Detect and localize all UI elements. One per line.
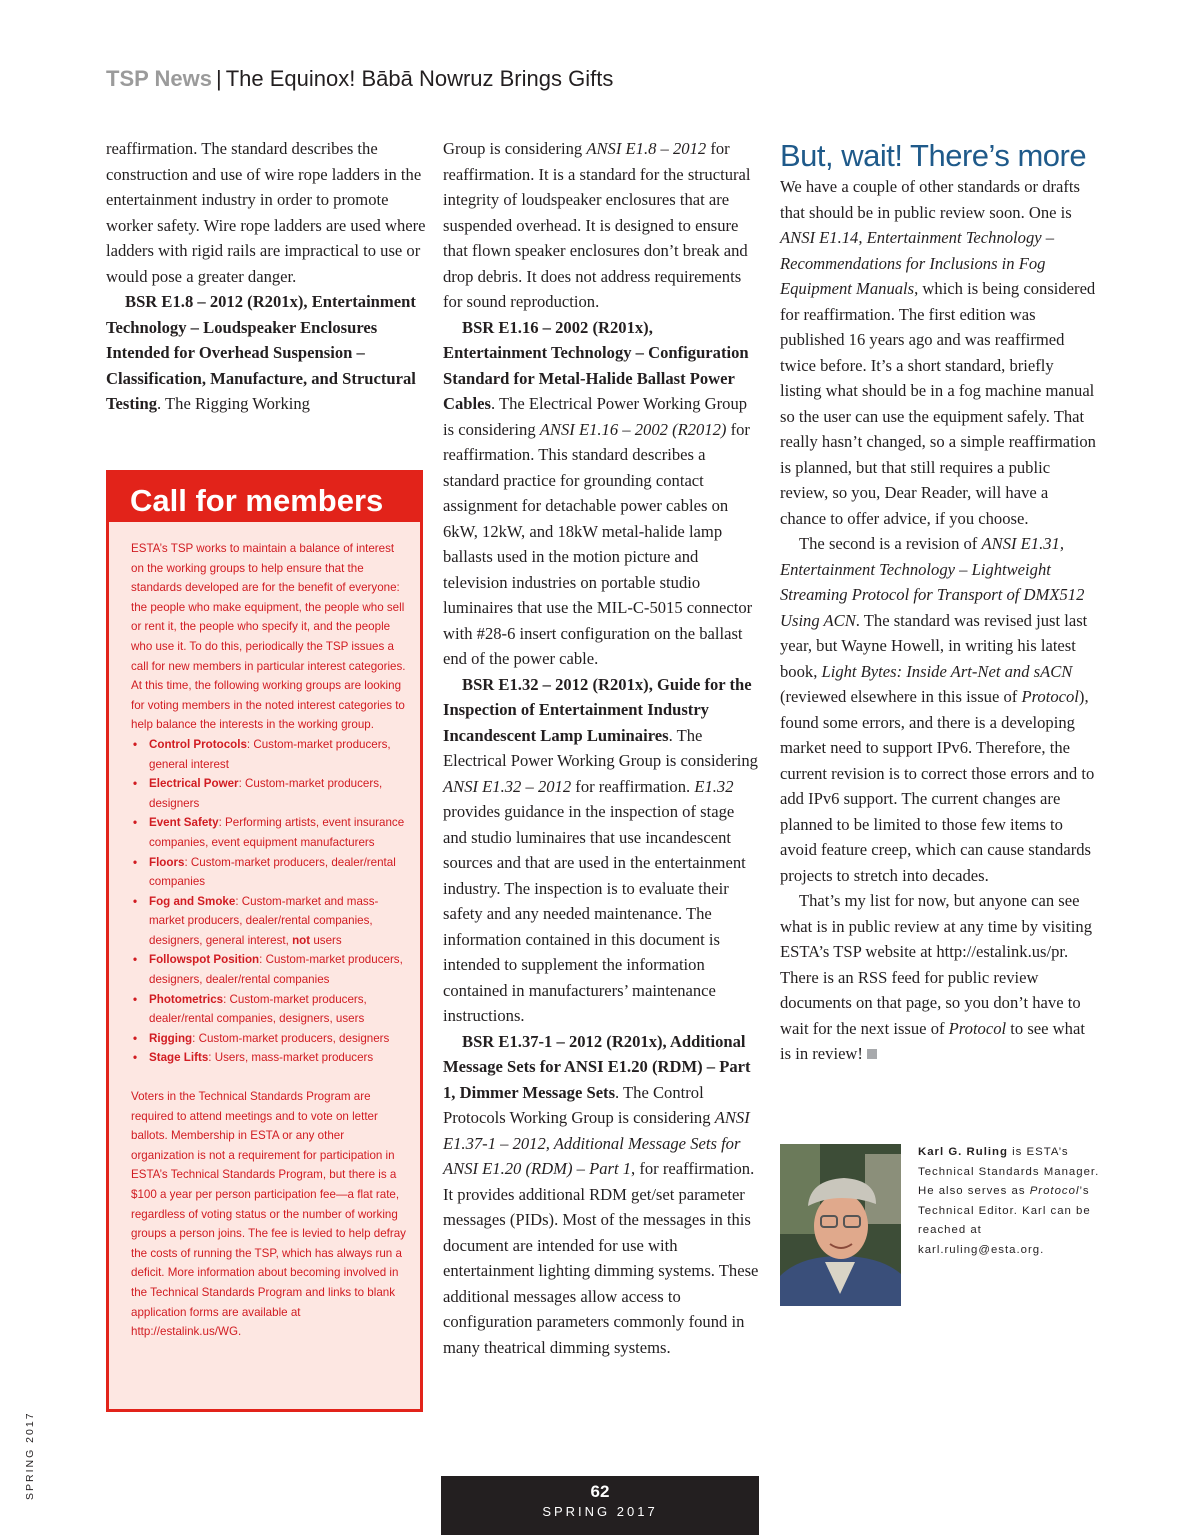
standard-title: BSR E1.8 – 2012 (R201x), Entertainment Technology – Loudspeaker Enclosures Intended for Overhead Suspension – Classification, Manufacture, and Structural Testing <box>106 292 416 413</box>
paragraph: BSR E1.32 – 2012 (R201x), Guide for the Inspection of Entertainment Industry Incandescent Lamp Luminaires. The Electrical Power Working Group is considering ANSI E1.32 – 2012 for reaffirmation. E1.32 provides guidance in the inspection of stage and studio luminaires that use incandescent sources and that are used in the entertainment industry. The inspection is to evaluate their safety and any needed maintenance. The information contained in this document is intended to supplement the information contained in manufacturers’ maintenance instructions. <box>443 674 758 1025</box>
list-item: • Photometrics: Custom-market producers, dealer/rental companies, designers, users <box>149 990 408 1029</box>
author-photo <box>780 1144 901 1306</box>
box-intro: ESTA’s TSP works to maintain a balance of interest on the working groups to help ensure that the standards developed are for the benefit of everyone: the people who make equipment, the people who sell or rent it, the people who specify it, and the people who use it. To do this, periodically the TSP issues a call for new members in particular interest categories. At this time, the following working groups are looking for voting members in the noted interest categories to help balance the interests in the working group. <box>131 542 406 732</box>
section-heading: But, wait! There’s more <box>780 138 1087 173</box>
paragraph: The second is a revision of ANSI E1.31, Entertainment Technology – Lightweight Streaming Protocol for Transport of DMX512 Using ACN. The standard was revised just last year, but Wayne Howell, in writing his latest book, Light Bytes: Inside Art-Net and sACN (reviewed elsewhere in this issue of Protocol), found some errors, and there is a developing market need to support IPv6. Therefore, the current revision is to correct those errors and to add IPv6 support. The current changes are planned to be limited to those few items to avoid feature creep, which can cause standards projects to stretch into decades. <box>780 534 1095 885</box>
list-item: • Followspot Position: Custom-market producers, designers, dealer/rental companies <box>149 950 408 989</box>
running-header <box>106 66 613 98</box>
end-mark-icon <box>867 1049 877 1059</box>
list-item: • Rigging: Custom-market producers, designers <box>149 1029 408 1049</box>
list-item: • Event Safety: Performing artists, event insurance companies, event equipment manufacturers <box>149 813 408 852</box>
list-item: • Fog and Smoke: Custom-market and mass-market producers, dealer/rental companies, designers, general interest, not users <box>149 892 408 951</box>
column-3 <box>780 174 1098 1067</box>
standard-title: BSR E1.37-1 – 2012 (R201x), Additional Message Sets for ANSI E1.20 (RDM) – Part 1, Dimmer Message Sets <box>443 1031 751 1102</box>
paragraph: BSR E1.8 – 2012 (R201x), Entertainment Technology – Loudspeaker Enclosures Intended for Overhead Suspension – Classification, Manufacture, and Structural Testing. The Rigging Working <box>106 292 416 413</box>
paragraph: reaffirmation. The standard describes the construction and use of wire rope ladders in the entertainment industry in order to promote worker safety. Wire rope ladders are used where ladders with rigid rails are impractical to use or would pose a greater danger. <box>106 139 426 286</box>
paragraph: BSR E1.16 – 2002 (R201x), Entertainment Technology – Configuration Standard for Metal-Halide Ballast Power Cables. The Electrical Power Working Group is considering ANSI E1.16 – 2002 (R2012) for reaffirmation. This standard describes a standard practice for grounding contact assignment for detachable power cables on 6kW, 12kW, and 18kW metal-halide lamp ballasts used in the motion picture and television industries on portable studio luminaires that use the MIL-C-5015 connector with #28-6 insert configuration on the ballast end of the power cable. <box>443 317 753 668</box>
column-1 <box>106 136 426 417</box>
call-for-members-box <box>106 470 423 1412</box>
author-bio: Karl G. Ruling is ESTA’s Technical Standards Manager. He also serves as Protocol’s Technical Editor. Karl can be reached at karl.ruling@esta.org. <box>918 1146 1100 1256</box>
list-item: • Stage Lifts: Users, mass-market producers <box>149 1048 408 1068</box>
paragraph: That’s my list for now, but anyone can see what is in public review at any time by visiting ESTA’s TSP website at http://estalink.us/pr. There is an RSS feed for public review documents on that page, so you don’t have to wait for the next issue of Protocol to see what is in review! <box>780 891 1092 1063</box>
author-name: Karl G. Ruling <box>918 1146 1008 1158</box>
working-group-list <box>131 735 408 1068</box>
voters-paragraph: Voters in the Technical Standards Program are required to attend meetings and to vote on letter ballots. Membership in ESTA or any other organization is not a requirement for participation in ESTA’s Technical Standards Program, but there is a $100 a year per person participation fee—a flat rate, regardless of voting status or the number of working groups a person joins. The fee is levied to help defray the costs of running the TSP, which has always run a deficit. More information about becoming involved in the Technical Standards Program and links to blank application forms are available at http://estalink.us/WG. <box>131 1090 406 1339</box>
standard-title: BSR E1.16 – 2002 (R201x), Entertainment Technology – Configuration Standard for Metal-Halide Ballast Power Cables <box>443 317 749 413</box>
box-body <box>109 521 420 1342</box>
article-title: The Equinox! Bābā Nowruz Brings Gifts <box>225 66 614 91</box>
list-item: • Electrical Power: Custom-market producers, designers <box>149 774 408 813</box>
page-footer <box>441 1476 759 1535</box>
column-2 <box>443 136 761 1360</box>
list-item: • Control Protocols: Custom-market producers, general interest <box>149 735 408 774</box>
header-separator: | <box>215 66 222 91</box>
author-portrait-image <box>780 1144 901 1306</box>
paragraph: BSR E1.37-1 – 2012 (R201x), Additional Message Sets for ANSI E1.20 (RDM) – Part 1, Dimmer Message Sets. The Control Protocols Working Group is considering ANSI E1.37-1 – 2012, Additional Message Sets for ANSI E1.20 (RDM) – Part 1, for reaffirmation. It provides additional RDM get/set parameter messages (PIDs). Most of the messages in this document are intended for use with entertainment lighting dimming systems. These additional messages allow access to configuration parameters commonly found in many theatrical dimming systems. <box>443 1031 759 1357</box>
box-title: Call for members <box>108 472 421 522</box>
standard-title: BSR E1.32 – 2012 (R201x), Guide for the Inspection of Entertainment Industry Incandescent Lamp Luminaires <box>443 674 752 745</box>
section-name: TSP News <box>106 66 212 91</box>
issue-label: SPRING 2017 <box>542 1504 658 1519</box>
paragraph: We have a couple of other standards or drafts that should be in public review soon. One is ANSI E1.14, Entertainment Technology – Recommendations for Inclusions in Fog Equipment Manuals, which is being considered for reaffirmation. The first edition was published 16 years ago and was reaffirmed twice before. It’s a short standard, briefly listing what should be in a fog machine manual so the user can use the equipment safely. That really hasn’t changed, so a simple reaffirmation is planned, but that still requires a public review, so you, Dear Reader, will have a chance to offer advice, if you choose. <box>780 177 1096 528</box>
paragraph: Group is considering ANSI E1.8 – 2012 for reaffirmation. It is a standard for the structural integrity of loudspeaker enclosures that are suspended overhead. It is designed to ensure that flown speaker enclosures don’t break and drop debris. It does not address requirements for sound reproduction. <box>443 139 751 311</box>
side-issue-label: SPRING 2017 <box>24 1411 36 1500</box>
page-number: 62 <box>590 1482 610 1501</box>
list-item: • Floors: Custom-market producers, dealer/rental companies <box>149 853 408 892</box>
